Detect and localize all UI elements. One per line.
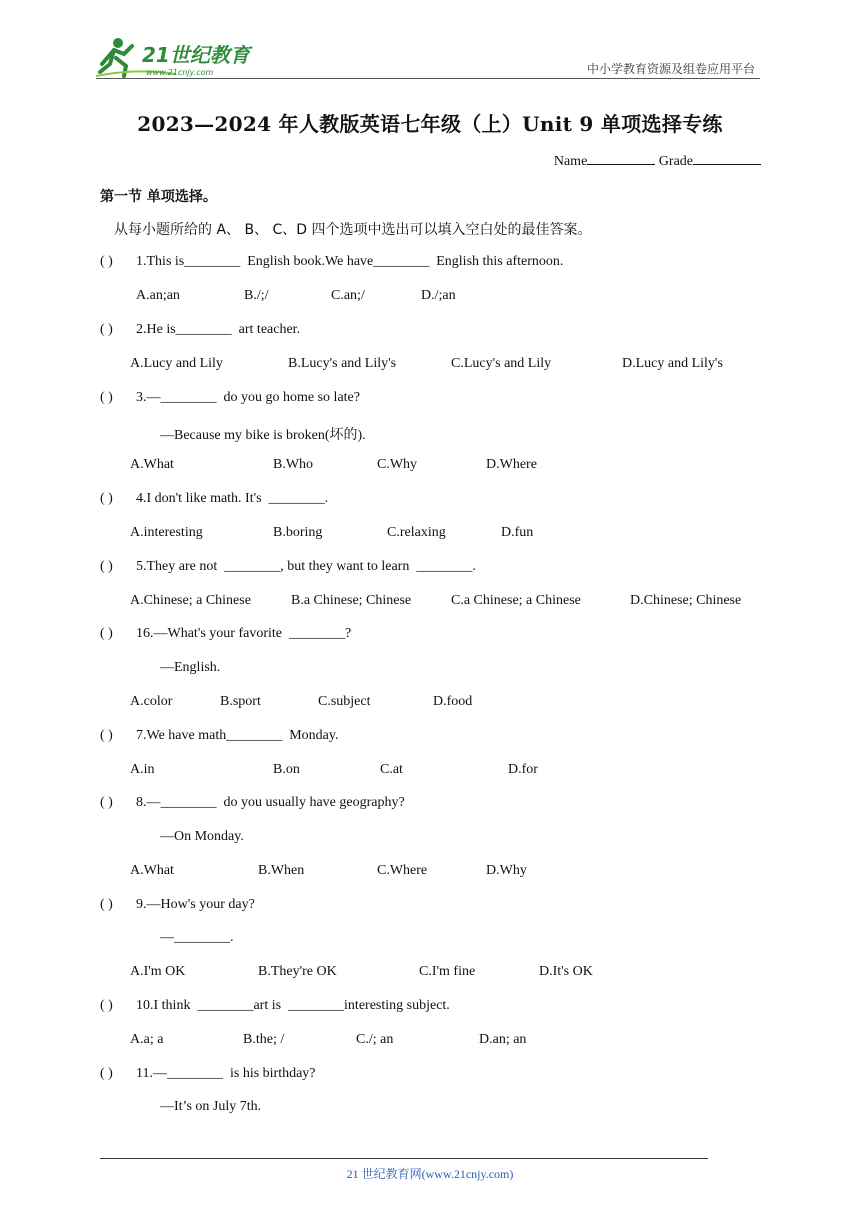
- question-10: 10.I think ________art is ________interesting subject.: [136, 998, 450, 1013]
- logo-text: 21世纪教育: [142, 43, 250, 67]
- question-4: 4.I don't like math. It's ________.: [136, 491, 329, 506]
- option-8a: A.What: [130, 863, 174, 878]
- platform-name: 中小学教育资源及组卷应用平台: [586, 62, 755, 76]
- question-1: 1.This is________ English book.We have________ English this afternoon.: [136, 254, 564, 269]
- grade-label: Grade: [658, 154, 693, 169]
- option-1c: C.an;/: [331, 288, 365, 303]
- option-1b: B./;/: [244, 288, 269, 303]
- option-6b: B.sport: [220, 694, 261, 709]
- logo-graphic: [96, 34, 266, 80]
- option-2b: B.Lucy's and Lily's: [288, 356, 397, 371]
- option-7b: B.on: [273, 762, 300, 777]
- logo-url: www.21cnjy.com: [146, 68, 214, 77]
- answer-paren[interactable]: ( ): [100, 998, 113, 1013]
- option-1d: D./;an: [421, 288, 456, 303]
- option-5b: B.a Chinese; Chinese: [291, 593, 412, 608]
- header-divider: [96, 78, 760, 79]
- option-10d: D.an; an: [479, 1032, 527, 1047]
- option-5d: D.Chinese; Chinese: [630, 593, 742, 608]
- option-7c: C.at: [380, 762, 403, 777]
- option-10c: C./; an: [356, 1032, 394, 1047]
- answer-paren[interactable]: ( ): [100, 626, 113, 641]
- option-3c: C.Why: [377, 457, 418, 472]
- answer-paren[interactable]: ( ): [100, 728, 113, 743]
- name-blank[interactable]: [587, 152, 655, 165]
- question-7: 7.We have math________ Monday.: [136, 728, 339, 743]
- option-4a: A.interesting: [130, 525, 203, 540]
- answer-paren[interactable]: ( ): [100, 322, 113, 337]
- question-3: 3.—________ do you go home so late?: [136, 390, 360, 405]
- question-6: 16.—What's your favorite ________?: [136, 626, 352, 641]
- option-3a: A.What: [130, 457, 174, 472]
- answer-paren[interactable]: ( ): [100, 795, 113, 810]
- option-5a: A.Chinese; a Chinese: [130, 593, 251, 608]
- option-1a: A.an;an: [136, 288, 180, 303]
- option-6c: C.subject: [318, 694, 371, 709]
- option-10b: B.the; /: [243, 1032, 285, 1047]
- option-9c: C.I'm fine: [419, 964, 476, 979]
- question-5: 5.They are not ________, but they want to learn ________.: [136, 559, 476, 574]
- answer-paren[interactable]: ( ): [100, 1066, 113, 1081]
- question-8-reply: —On Monday.: [160, 829, 244, 844]
- option-6a: A.color: [130, 694, 173, 709]
- answer-paren[interactable]: ( ): [100, 559, 113, 574]
- option-8c: C.Where: [377, 863, 428, 878]
- answer-paren[interactable]: ( ): [100, 491, 113, 506]
- grade-blank[interactable]: [693, 152, 761, 165]
- option-8d: D.Why: [486, 863, 527, 878]
- site-logo: [96, 34, 266, 80]
- option-2d: D.Lucy and Lily's: [622, 356, 723, 371]
- option-7a: A.in: [130, 762, 155, 777]
- question-3-reply: —Because my bike is broken(坏的).: [160, 428, 366, 443]
- option-6d: D.food: [433, 694, 473, 709]
- question-2: 2.He is________ art teacher.: [136, 322, 301, 337]
- footer-divider: [100, 1158, 708, 1159]
- option-4b: B.boring: [273, 525, 323, 540]
- footer-link[interactable]: 21 世纪教育网(www.21cnjy.com): [346, 1167, 514, 1181]
- option-8b: B.When: [258, 863, 305, 878]
- option-2c: C.Lucy's and Lily: [451, 356, 552, 371]
- question-11-reply: —It’s on July 7th.: [160, 1099, 262, 1114]
- option-4c: C.relaxing: [387, 525, 446, 540]
- name-grade-line: [554, 152, 761, 170]
- option-4d: D.fun: [501, 525, 534, 540]
- option-3d: D.Where: [486, 457, 537, 472]
- answer-paren[interactable]: ( ): [100, 897, 113, 912]
- option-3b: B.Who: [273, 457, 314, 472]
- question-6-reply: —English.: [160, 660, 221, 675]
- section-title: 第一节 单项选择。: [100, 189, 217, 205]
- question-8: 8.—________ do you usually have geography?: [136, 795, 405, 810]
- instruction-text: 从每小题所给的 A、 B、 C、D 四个选项中选出可以填入空白处的最佳答案。: [114, 222, 592, 238]
- option-9d: D.It's OK: [539, 964, 593, 979]
- option-10a: A.a; a: [130, 1032, 164, 1047]
- option-9a: A.I'm OK: [130, 964, 186, 979]
- option-2a: A.Lucy and Lily: [130, 356, 223, 371]
- question-9-reply: —________.: [160, 930, 234, 945]
- question-11: 11.—________ is his birthday?: [136, 1066, 316, 1081]
- answer-paren[interactable]: ( ): [100, 390, 113, 405]
- option-7d: D.for: [508, 762, 538, 777]
- name-label: Name: [553, 154, 588, 169]
- option-9b: B.They're OK: [258, 964, 337, 979]
- page-title: 2023—2024 年人教版英语七年级（上）Unit 9 单项选择专练: [137, 112, 723, 136]
- question-9: 9.—How's your day?: [136, 897, 255, 912]
- answer-paren[interactable]: ( ): [100, 254, 113, 269]
- option-5c: C.a Chinese; a Chinese: [451, 593, 581, 608]
